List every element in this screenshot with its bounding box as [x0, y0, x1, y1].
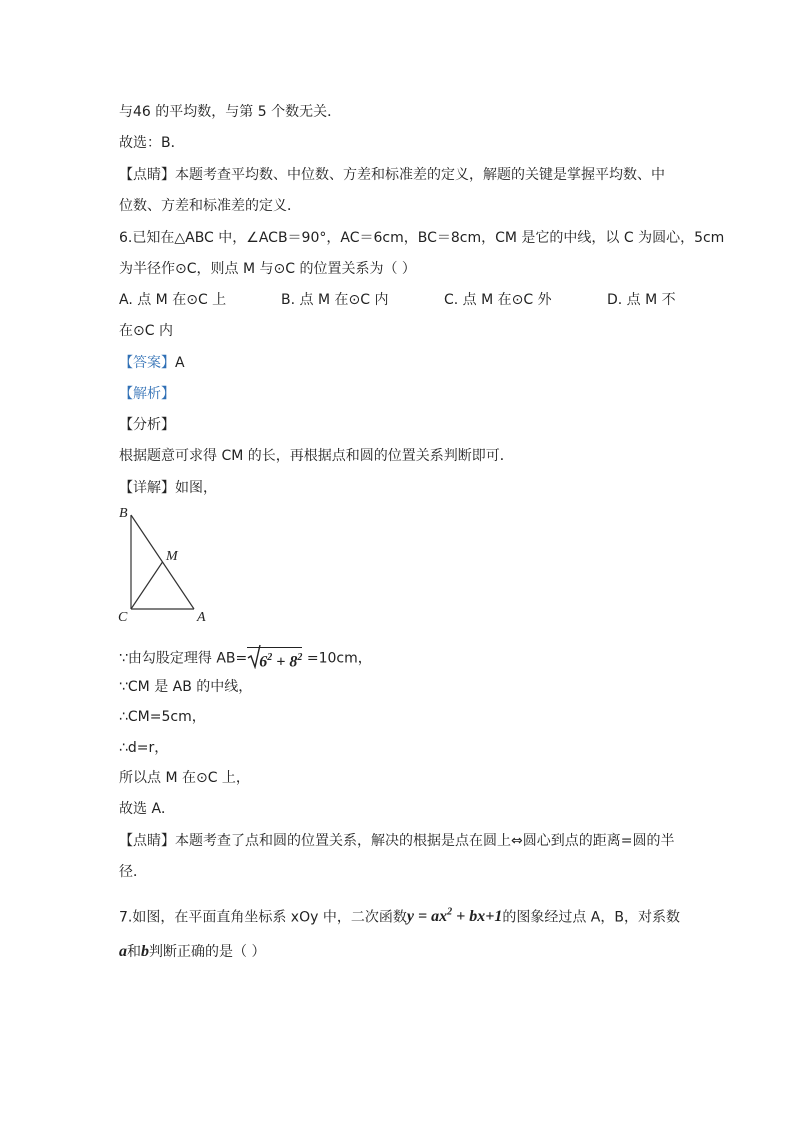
option-b: B. 点 M 在⊙C 内	[281, 292, 389, 308]
detail-line	[119, 478, 217, 498]
dianjing-2-line-1	[119, 831, 674, 851]
dianjing-tag: 【点睛】	[119, 167, 175, 183]
label-b: B	[119, 506, 128, 521]
detail-text: 如图，	[175, 480, 217, 496]
detail-tag: 【详解】	[119, 480, 175, 496]
median-cm	[131, 562, 163, 609]
question-7-line-1	[119, 903, 680, 927]
fenxi-tag: 【分析】	[119, 417, 175, 433]
answer-tag: 【答案】	[119, 355, 175, 371]
q7-prefix: 7.如图，在平面直角坐标系 xOy 中，二次函数	[119, 909, 407, 926]
dianjing-2-line-2: 径．	[119, 864, 147, 880]
radical-sign-icon	[247, 643, 261, 669]
option-d-continued: 在⊙C 内	[119, 323, 173, 339]
dianjing-text: 本题考查平均数、中位数、方差和标准差的定义，解题的关键是掌握平均数、中	[175, 167, 665, 183]
dianjing-line-1	[119, 165, 665, 185]
q7-coef-b: b	[141, 943, 149, 960]
label-m: M	[166, 549, 178, 564]
text-line-4: 位数、方差和标准差的定义．	[119, 198, 301, 214]
step-1-suffix: =10cm，	[306, 650, 372, 667]
option-c: C. 点 M 在⊙C 外	[444, 292, 552, 308]
step-4: ∴d=r，	[119, 740, 169, 756]
step-6: 故选 A．	[119, 801, 176, 817]
triangle-figure	[117, 503, 212, 623]
question-7-line-2	[119, 942, 265, 962]
dianjing-2-text: 本题考查了点和圆的位置关系，解决的根据是点在圆上⇔圆心到点的距离=圆的半	[175, 833, 675, 849]
q7-suffix: 的图象经过点 A，B，对系数	[502, 909, 680, 926]
answer-line	[119, 353, 185, 373]
question-6-line-1: 6.已知在△ABC 中，∠ACB＝90°，AC＝6cm，BC＝8cm，CM 是它的中线，以 C 为圆心，5cm	[119, 230, 725, 246]
fenxi-text: 根据题意可求得 CM 的长，再根据点和圆的位置关系判断即可．	[119, 448, 514, 464]
analysis-tag: 【解析】	[119, 386, 175, 402]
option-d: D. 点 M 不	[607, 292, 676, 308]
text-line-2: 故选：B．	[119, 135, 185, 151]
option-a: A. 点 M 在⊙C 上	[119, 292, 227, 308]
step-2: ∵CM 是 AB 的中线，	[119, 679, 253, 695]
question-6-line-2: 为半径作⊙C，则点 M 与⊙C 的位置关系为（ ）	[119, 261, 416, 277]
answer-value: A	[175, 355, 185, 371]
step-5: 所以点 M 在⊙C 上，	[119, 770, 250, 786]
label-a: A	[197, 610, 206, 623]
q7-formula: $y = ax^2 + bx+1$	[406, 907, 503, 926]
step-3: ∴CM=5cm，	[119, 709, 206, 725]
label-c: C	[118, 610, 128, 623]
step-1-prefix: ∵由勾股定理得 AB=	[119, 650, 248, 667]
q7-and: 和	[127, 944, 141, 960]
radicand: $6^2 + 8^2$	[247, 647, 302, 672]
q7-tail: 判断正确的是（ ）	[149, 944, 266, 960]
step-1	[119, 647, 372, 672]
dianjing-2-tag: 【点睛】	[119, 833, 175, 849]
text-line-1: 与46 的平均数，与第 5 个数无关．	[119, 104, 342, 120]
sqrt-expression	[247, 647, 302, 672]
q7-coef-a: a	[119, 943, 127, 960]
